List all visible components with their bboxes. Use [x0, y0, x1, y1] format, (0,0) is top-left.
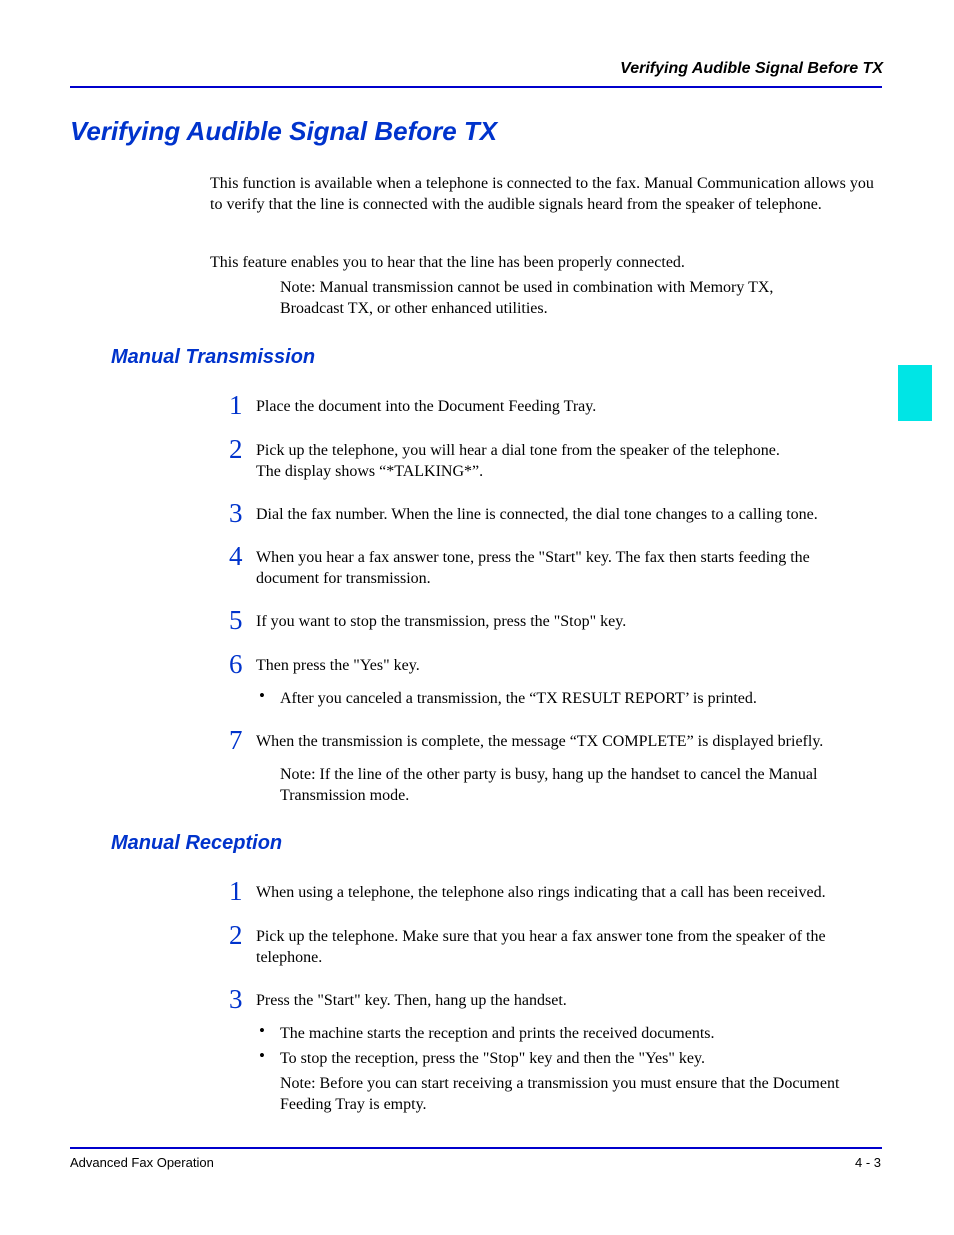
running-header-title: Verifying Audible Signal Before TX [620, 60, 883, 77]
bullet-marker: • [259, 1046, 265, 1065]
step-number: 2 [229, 434, 243, 464]
intro-paragraph-1: This function is available when a telephone is connected to the fax. Manual Communication allows you to verify that the line is connected with the audible signals heard from the speaker of telephone. [210, 175, 874, 213]
bullet-marker: • [259, 686, 265, 705]
chapter-tab-marker [898, 365, 932, 421]
bullet-text: To stop the reception, press the "Stop" key and then the "Yes" key. [280, 1050, 705, 1067]
step-text: Dial the fax number. When the line is connected, the dial tone changes to a calling tone. [256, 506, 818, 523]
step-text-line: Pick up the telephone, you will hear a dial tone from the speaker of the telephone. [256, 442, 780, 459]
step-text: Press the "Start" key. Then, hang up the handset. [256, 992, 567, 1009]
footer-chapter-title: Advanced Fax Operation [70, 1155, 214, 1170]
section-heading-manual-reception: Manual Reception [111, 832, 283, 854]
bullet-marker: • [259, 1021, 265, 1040]
step-text: When you hear a fax answer tone, press the "Start" key. The fax then starts feeding the document for transmission. [256, 549, 810, 587]
step-number: 5 [229, 605, 243, 635]
bullet-text: After you canceled a transmission, the “TX RESULT REPORT’ is printed. [280, 690, 757, 707]
intro-note: Note: Manual transmission cannot be used in combination with Memory TX, Broadcast TX, or other enhanced utilities. [280, 279, 774, 317]
step-text: When the transmission is complete, the message “TX COMPLETE” is displayed briefly. [256, 733, 824, 750]
transmission-note: Note: If the line of the other party is busy, hang up the handset to cancel the Manual Transmission mode. [280, 766, 818, 804]
step-number: 3 [229, 498, 243, 528]
reception-note: Note: Before you can start receiving a transmission you must ensure that the Document Feeding Tray is empty. [280, 1075, 840, 1113]
step-text: Place the document into the Document Feeding Tray. [256, 398, 597, 415]
step-number: 3 [229, 984, 243, 1014]
step-text [256, 441, 876, 482]
step-number: 7 [229, 725, 243, 755]
step-text: If you want to stop the transmission, press the "Stop" key. [256, 613, 627, 630]
step-number: 1 [229, 876, 243, 906]
step-number: 1 [229, 390, 243, 420]
bullet-text: The machine starts the reception and prints the received documents. [280, 1025, 715, 1042]
page-title: Verifying Audible Signal Before TX [70, 116, 498, 146]
step-text: When using a telephone, the telephone also rings indicating that a call has been received. [256, 884, 826, 901]
header-rule [70, 86, 882, 88]
intro-paragraph-2: This feature enables you to hear that the line has been properly connected. [210, 254, 685, 271]
step-text: Pick up the telephone. Make sure that you hear a fax answer tone from the speaker of the telephone. [256, 928, 826, 966]
step-number: 6 [229, 649, 243, 679]
step-text: Then press the "Yes" key. [256, 657, 420, 674]
step-number: 4 [229, 541, 243, 571]
footer-page-number: 4 - 3 [854, 1155, 881, 1170]
footer-rule [70, 1147, 882, 1149]
step-text-line: The display shows “*TALKING*”. [256, 462, 484, 480]
step-number: 2 [229, 920, 243, 950]
section-heading-manual-transmission: Manual Transmission [111, 346, 316, 368]
